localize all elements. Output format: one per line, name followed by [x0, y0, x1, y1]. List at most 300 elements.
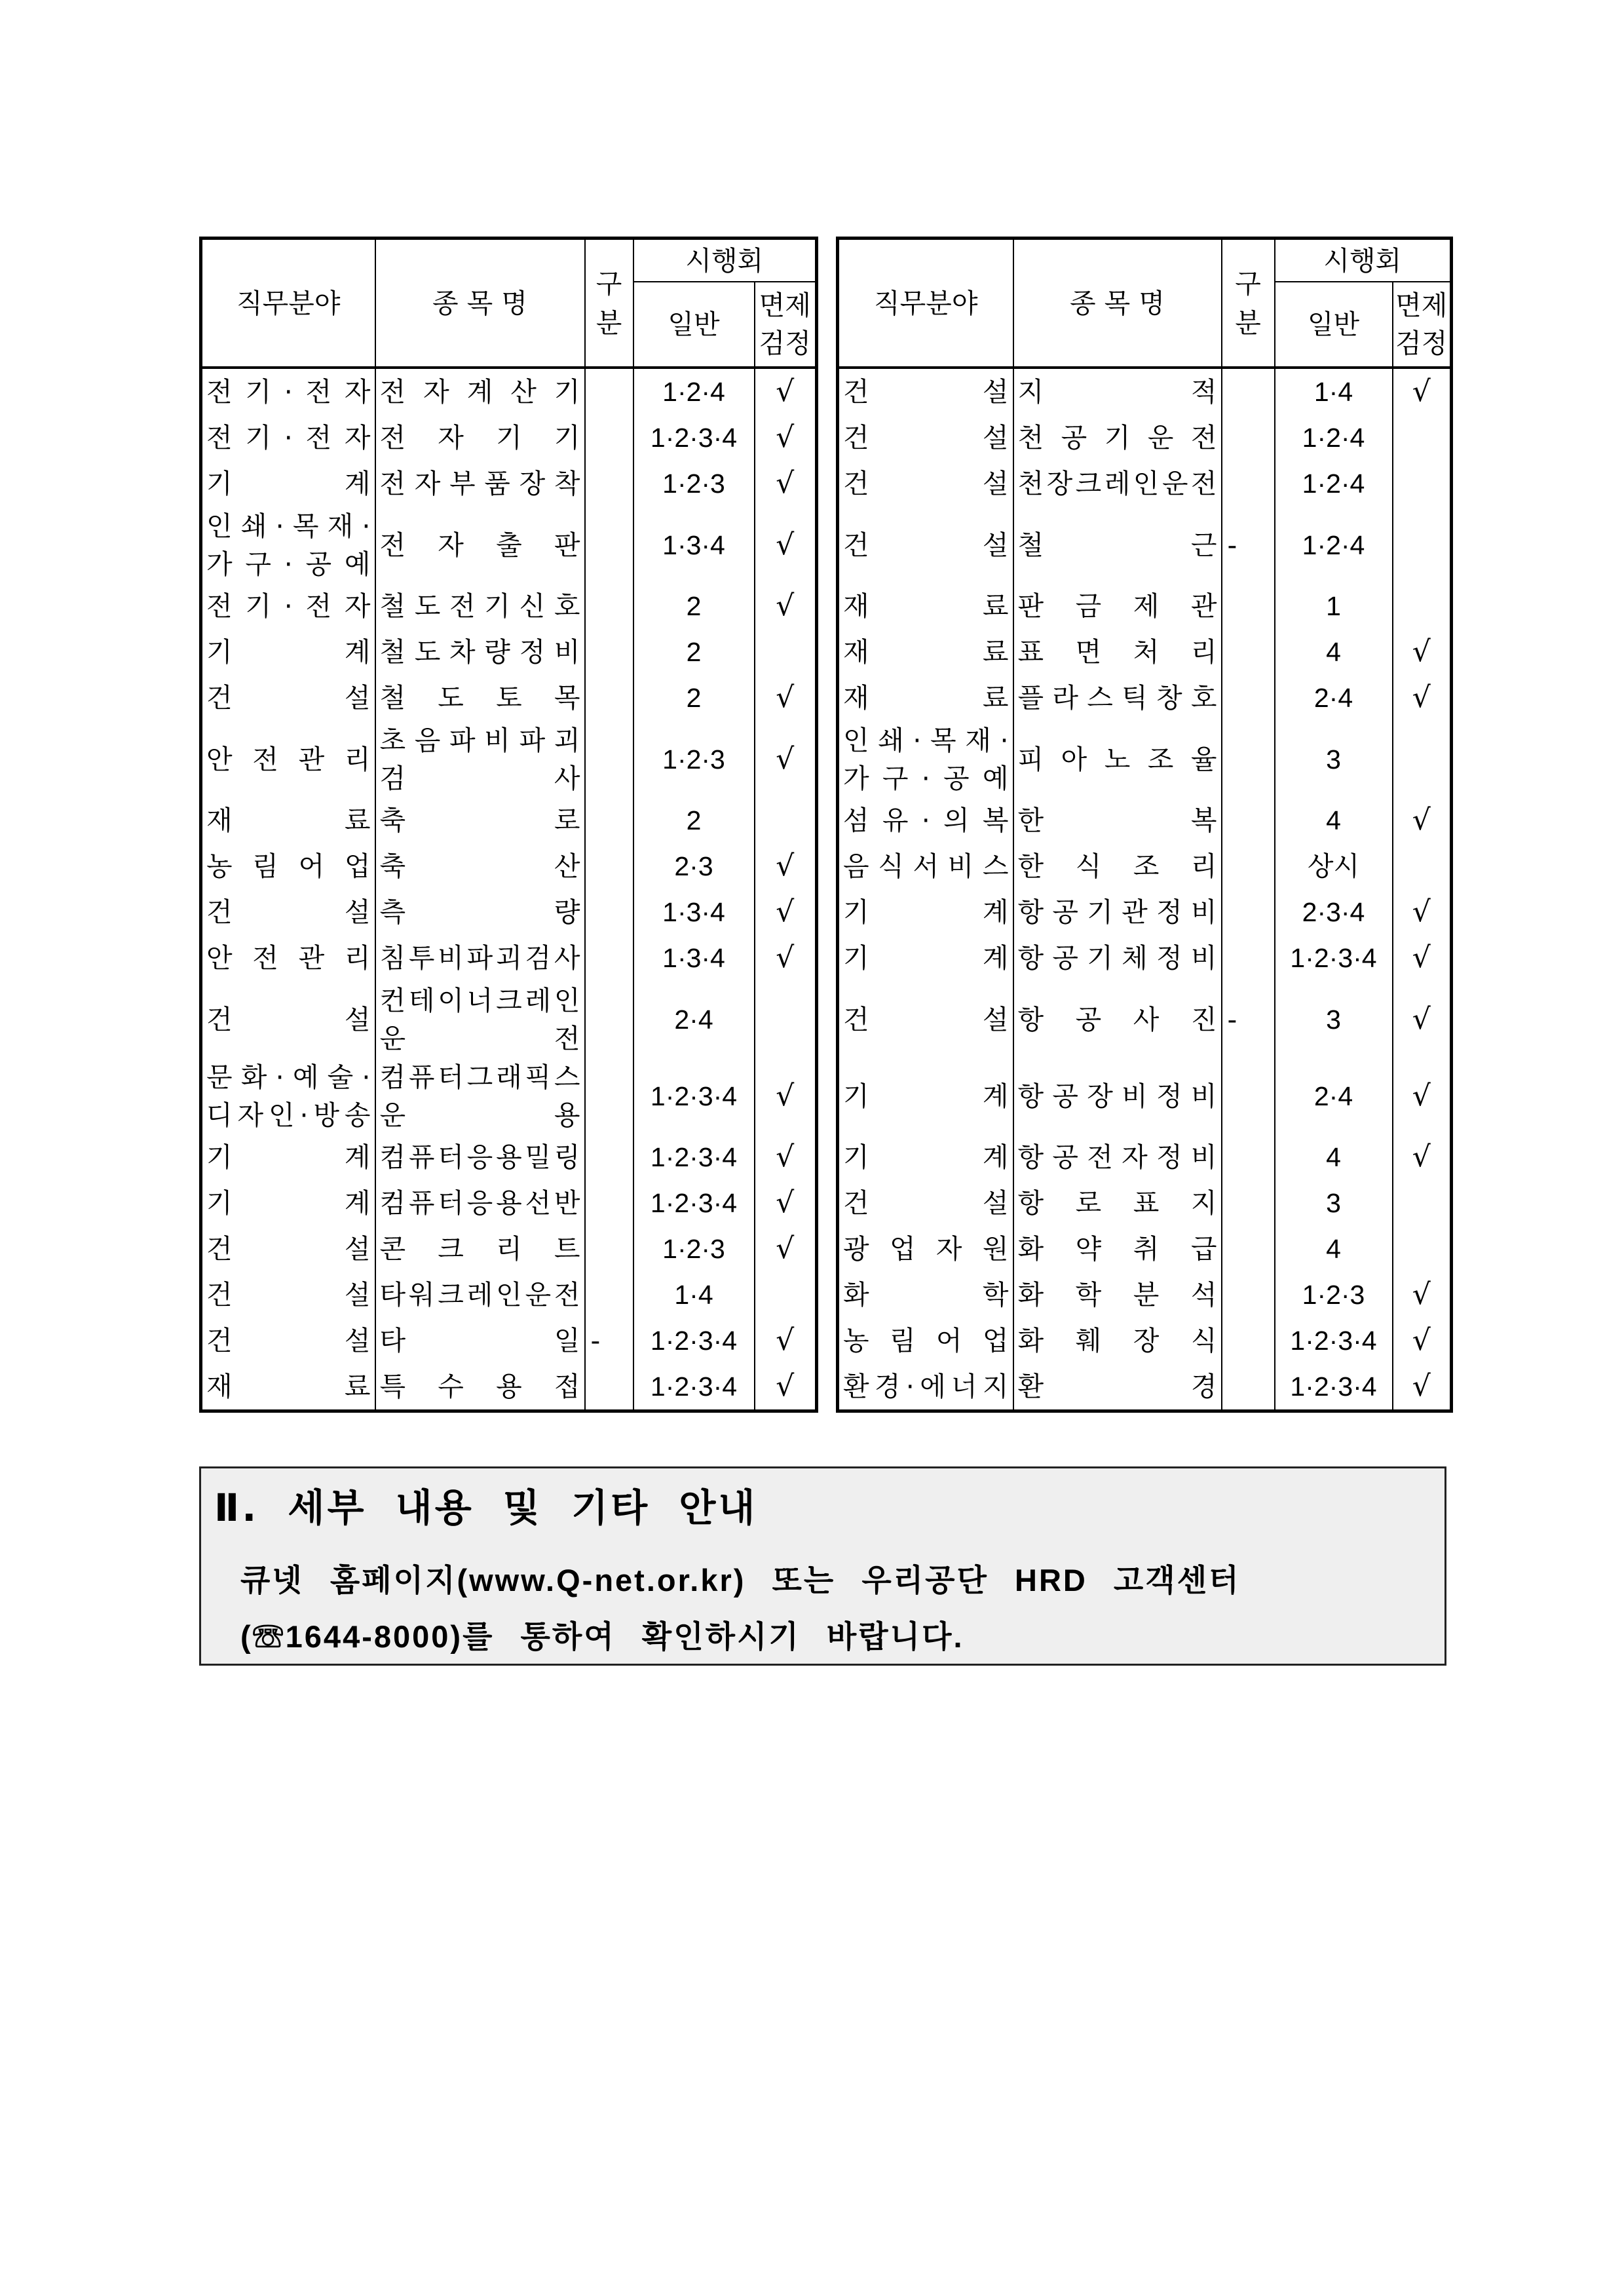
- item-name-line: [376, 939, 584, 977]
- exempt-check-cell: [755, 797, 817, 843]
- glyph: 금: [1075, 590, 1102, 622]
- item-name-cell: [375, 629, 585, 675]
- exempt-check-cell: [755, 981, 817, 1058]
- item-name-cell: [1013, 507, 1222, 583]
- glyph: 관: [1122, 896, 1148, 928]
- job-field-line: [202, 465, 375, 503]
- glyph: 비: [947, 851, 974, 882]
- table-row: [201, 1180, 817, 1226]
- glyph: 예: [982, 762, 1009, 794]
- glyph: 목: [930, 724, 956, 756]
- job-field-line: [839, 1276, 1013, 1314]
- glyph: 복: [982, 805, 1009, 836]
- job-field-cell: [838, 889, 1013, 935]
- item-name-line: [376, 679, 584, 717]
- general-schedule-cell: 2·4: [633, 981, 755, 1058]
- type-cell: [585, 1180, 633, 1226]
- table-row: [201, 675, 817, 721]
- job-field-line: [202, 847, 375, 885]
- glyph: 한: [1017, 851, 1044, 882]
- glyph: 에: [920, 1371, 946, 1402]
- glyph: 파: [466, 942, 493, 974]
- item-name-line: [376, 1322, 584, 1360]
- job-field-cell: [201, 415, 375, 461]
- glyph: 목: [292, 510, 319, 542]
- job-field-line: [202, 507, 375, 545]
- glyph: 천: [1017, 468, 1044, 499]
- item-name-cell: [1013, 368, 1222, 415]
- item-name-line: [376, 801, 584, 839]
- type-cell: [585, 507, 633, 583]
- item-name-cell: [375, 1226, 585, 1272]
- exempt-check-cell: √: [1393, 889, 1452, 935]
- glyph: 전: [379, 422, 406, 453]
- glyph: ·: [362, 1061, 371, 1093]
- glyph: 공: [1052, 1080, 1078, 1112]
- glyph: 가: [843, 762, 869, 794]
- glyph: 비: [1190, 896, 1217, 928]
- table-row: [201, 1134, 817, 1180]
- job-field-cell: [201, 1364, 375, 1411]
- job-field-line: [839, 939, 1013, 977]
- general-schedule-cell: 3: [1275, 1180, 1393, 1226]
- glyph: 터: [438, 1141, 464, 1173]
- glyph: 특: [379, 1371, 406, 1402]
- table-row: [838, 797, 1452, 843]
- job-field-line: [839, 893, 1013, 931]
- glyph: 호: [554, 590, 580, 622]
- glyph: 계: [344, 636, 371, 668]
- table-row: [838, 1180, 1452, 1226]
- glyph: ·: [921, 762, 930, 794]
- notice-box: [199, 1466, 1446, 1666]
- exempt-check-cell: √: [1393, 629, 1452, 675]
- glyph: 크: [496, 984, 522, 1016]
- job-field-line: [202, 740, 375, 778]
- item-name-line: [1014, 801, 1221, 839]
- glyph: 기: [1104, 422, 1131, 453]
- exempt-check-cell: [1393, 1226, 1452, 1272]
- glyph: 료: [344, 805, 371, 836]
- table-body: [838, 368, 1452, 1411]
- exempt-check-cell: √: [755, 935, 817, 981]
- general-schedule-cell: 2: [633, 629, 755, 675]
- glyph: 계: [982, 942, 1009, 974]
- general-schedule-cell: 2: [633, 675, 755, 721]
- job-field-cell: [201, 1058, 375, 1134]
- type-header: [585, 239, 633, 368]
- glyph: 라: [1052, 682, 1078, 714]
- general-schedule-cell: 3: [1275, 721, 1393, 797]
- item-name-cell: [1013, 843, 1222, 889]
- exempt-check-cell: [1393, 583, 1452, 629]
- glyph: 부: [449, 468, 476, 499]
- glyph: 자: [438, 529, 464, 561]
- glyph: 업: [982, 1325, 1009, 1356]
- item-name-header: 종 목 명: [375, 239, 585, 368]
- glyph: ·: [284, 376, 293, 408]
- glyph: 컴: [379, 1141, 406, 1173]
- type-cell: [1222, 1364, 1275, 1411]
- glyph: 전: [449, 590, 476, 622]
- schedule-header: 시행회: [1275, 239, 1452, 282]
- glyph: 재: [965, 724, 991, 756]
- glyph: ·: [299, 1099, 309, 1131]
- job-field-line: [202, 1230, 375, 1268]
- job-field-line: [839, 847, 1013, 885]
- glyph: 전: [305, 422, 332, 453]
- glyph: 어: [298, 851, 325, 882]
- type-cell: [1222, 889, 1275, 935]
- table-row: [838, 1318, 1452, 1364]
- table-row: [838, 889, 1452, 935]
- exempt-check-cell: √: [1393, 1318, 1452, 1364]
- type-cell: [1222, 721, 1275, 797]
- exempt-check-cell: √: [1393, 935, 1452, 981]
- table-row: [201, 1226, 817, 1272]
- type-cell: [1222, 843, 1275, 889]
- glyph: 전: [379, 529, 406, 561]
- type-header: [1222, 239, 1275, 368]
- exempt-check-cell: [1393, 843, 1452, 889]
- glyph: 계: [344, 468, 371, 499]
- exempt-header-line: 검정: [1395, 328, 1448, 359]
- glyph: 료: [982, 682, 1009, 714]
- general-schedule-cell: 1·2·4: [1275, 415, 1393, 461]
- job-field-header: 직무분야: [201, 239, 375, 368]
- glyph: 창: [1156, 682, 1182, 714]
- glyph: 건: [843, 468, 869, 499]
- glyph: 자: [237, 1099, 264, 1131]
- glyph: 환: [843, 1371, 869, 1402]
- glyph: 공: [1075, 1003, 1102, 1035]
- item-name-line: [376, 1230, 584, 1268]
- job-field-cell: [838, 675, 1013, 721]
- job-field-cell: [838, 797, 1013, 843]
- glyph: 아: [1061, 743, 1087, 775]
- item-name-line: [376, 847, 584, 885]
- item-name-line: [376, 982, 584, 1020]
- exempt-check-cell: √: [755, 1058, 817, 1134]
- item-name-cell: [1013, 583, 1222, 629]
- glyph: 판: [554, 529, 580, 561]
- glyph: 사: [554, 762, 580, 794]
- type-cell: [585, 1364, 633, 1411]
- item-name-cell: [375, 797, 585, 843]
- glyph: 지: [1017, 376, 1044, 408]
- type-cell: [1222, 1318, 1275, 1364]
- exempt-check-cell: [1393, 461, 1452, 507]
- job-field-line: [839, 1138, 1013, 1176]
- glyph: 환: [1017, 1371, 1044, 1402]
- general-schedule-cell: 1·2·3: [633, 721, 755, 797]
- glyph: 근: [1190, 529, 1217, 561]
- glyph: 쇄: [240, 510, 267, 542]
- type-cell: -: [1222, 981, 1275, 1058]
- glyph: 진: [1190, 1003, 1217, 1035]
- type-cell: [1222, 461, 1275, 507]
- glyph: 건: [206, 1325, 233, 1356]
- item-name-cell: [1013, 1318, 1222, 1364]
- glyph: 재: [843, 590, 869, 622]
- glyph: 계: [344, 1141, 371, 1173]
- table-row: [201, 583, 817, 629]
- glyph: 투: [408, 942, 435, 974]
- job-field-cell: [201, 1272, 375, 1318]
- glyph: 량: [484, 636, 510, 668]
- job-field-cell: [201, 981, 375, 1058]
- type-cell: [585, 415, 633, 461]
- glyph: 도: [414, 636, 441, 668]
- glyph: 복: [1190, 805, 1217, 836]
- item-name-line: [1014, 587, 1221, 625]
- job-field-line: [839, 679, 1013, 717]
- glyph: 리: [1190, 851, 1217, 882]
- job-field-cell: [201, 935, 375, 981]
- glyph: 축: [379, 851, 406, 882]
- glyph: 건: [206, 896, 233, 928]
- glyph: 구: [245, 548, 271, 580]
- glyph: 이: [438, 984, 464, 1016]
- glyph: 장: [519, 468, 546, 499]
- glyph: 공: [1052, 942, 1078, 974]
- job-field-cell: [201, 583, 375, 629]
- glyph: 산: [554, 851, 580, 882]
- item-name-line: [376, 1020, 584, 1058]
- glyph: 레: [466, 1279, 493, 1311]
- general-schedule-cell: 1·2·4: [1275, 507, 1393, 583]
- type-cell: [1222, 1180, 1275, 1226]
- glyph: 문: [206, 1061, 233, 1093]
- glyph: 설: [982, 1187, 1009, 1219]
- item-name-cell: [375, 1058, 585, 1134]
- type-cell: [585, 1058, 633, 1134]
- table-row: [201, 935, 817, 981]
- table-row: [838, 935, 1452, 981]
- glyph: 표: [1133, 1187, 1160, 1219]
- glyph: 테: [408, 984, 435, 1016]
- glyph: 컴: [379, 1061, 406, 1093]
- item-name-line: [1014, 465, 1221, 503]
- item-name-line: [1014, 633, 1221, 671]
- glyph: 계: [982, 1141, 1009, 1173]
- notice-title: Ⅱ. 세부 내용 및 기타 안내: [214, 1485, 758, 1530]
- glyph: 인: [268, 1099, 295, 1131]
- glyph: 검: [379, 762, 406, 794]
- general-schedule-cell: 1·2·3·4: [1275, 1318, 1393, 1364]
- job-field-cell: [201, 889, 375, 935]
- glyph: 설: [344, 1325, 371, 1356]
- item-name-cell: [375, 1134, 585, 1180]
- glyph: 파: [519, 724, 546, 756]
- glyph: 토: [496, 682, 522, 714]
- exempt-check-cell: [755, 629, 817, 675]
- glyph: 전: [206, 422, 233, 453]
- glyph: 설: [344, 682, 371, 714]
- glyph: 학: [1075, 1279, 1102, 1311]
- glyph: 컨: [379, 984, 406, 1016]
- glyph: 퓨: [408, 1141, 435, 1173]
- header-row: [201, 239, 817, 282]
- general-schedule-cell: 1·2·3: [633, 461, 755, 507]
- item-name-line: [1014, 1230, 1221, 1268]
- glyph: 레: [1104, 468, 1131, 499]
- glyph: 예: [344, 548, 371, 580]
- glyph: 술: [327, 1061, 354, 1093]
- type-cell: [1222, 1226, 1275, 1272]
- glyph: 정: [1156, 942, 1182, 974]
- glyph: 설: [982, 468, 1009, 499]
- glyph: 학: [982, 1279, 1009, 1311]
- item-name-line: [376, 893, 584, 931]
- item-name-line: [1014, 419, 1221, 457]
- table-row: [201, 1364, 817, 1411]
- item-name-line: [1014, 1322, 1221, 1360]
- job-field-cell: [838, 981, 1013, 1058]
- glyph: 설: [982, 376, 1009, 408]
- glyph: 호: [1190, 682, 1217, 714]
- general-schedule-cell: 1·4: [633, 1272, 755, 1318]
- glyph: 운: [1161, 468, 1188, 499]
- glyph: 원: [982, 1233, 1009, 1265]
- table-row: [201, 368, 817, 415]
- job-field-cell: [838, 843, 1013, 889]
- glyph: 레: [525, 984, 552, 1016]
- glyph: ·: [913, 724, 922, 756]
- general-schedule-cell: 1·3·4: [633, 507, 755, 583]
- table-row: [838, 1058, 1452, 1134]
- item-name-cell: [1013, 935, 1222, 981]
- glyph: 공: [305, 548, 332, 580]
- job-field-cell: [201, 843, 375, 889]
- glyph: 면: [1075, 636, 1102, 668]
- exempt-check-cell: √: [755, 583, 817, 629]
- job-field-line: [202, 1184, 375, 1222]
- exempt-check-cell: [1393, 1180, 1452, 1226]
- job-field-line: [202, 545, 375, 583]
- general-header: 일반: [633, 282, 755, 368]
- general-schedule-cell: 1·2·3·4: [633, 1058, 755, 1134]
- item-name-cell: [1013, 415, 1222, 461]
- glyph: 도: [414, 590, 441, 622]
- exam-schedule-table-right: [836, 237, 1453, 1413]
- glyph: 경: [1190, 1371, 1217, 1402]
- item-name-cell: [375, 675, 585, 721]
- job-field-cell: [201, 675, 375, 721]
- table-body: [201, 368, 817, 1411]
- item-name-line: [1014, 847, 1221, 885]
- exempt-check-cell: [755, 1272, 817, 1318]
- type-cell: [585, 843, 633, 889]
- glyph: 터: [438, 1061, 464, 1093]
- glyph: 식: [1190, 1325, 1217, 1356]
- table-row: [201, 1058, 817, 1134]
- glyph: 인: [554, 984, 580, 1016]
- exempt-check-cell: √: [1393, 1272, 1452, 1318]
- item-name-line: [376, 587, 584, 625]
- general-schedule-cell: 1·2·3·4: [633, 415, 755, 461]
- exempt-check-cell: √: [755, 889, 817, 935]
- table-row: [838, 1134, 1452, 1180]
- glyph: 어: [935, 1325, 962, 1356]
- item-name-cell: [1013, 1364, 1222, 1411]
- glyph: 건: [843, 529, 869, 561]
- glyph: 의: [943, 805, 970, 836]
- glyph: 전: [1190, 422, 1217, 453]
- job-field-cell: [838, 1226, 1013, 1272]
- job-field-line: [202, 679, 375, 717]
- glyph: 인: [496, 1279, 522, 1311]
- glyph: 도: [438, 682, 464, 714]
- general-schedule-cell: 상시: [1275, 843, 1393, 889]
- table-row: [838, 721, 1452, 797]
- glyph: 품: [484, 468, 510, 499]
- item-name-line: [376, 759, 584, 797]
- type-header-label: 구분: [1235, 267, 1261, 339]
- table-row: [838, 1272, 1452, 1318]
- glyph: 전: [379, 468, 406, 499]
- glyph: 관: [298, 942, 325, 974]
- general-schedule-cell: 4: [1275, 629, 1393, 675]
- glyph: 비: [554, 636, 580, 668]
- glyph: 너: [466, 984, 493, 1016]
- exempt-check-cell: √: [755, 675, 817, 721]
- general-schedule-cell: 2·4: [1275, 675, 1393, 721]
- job-field-cell: [838, 935, 1013, 981]
- glyph: 표: [1017, 636, 1044, 668]
- glyph: 기: [245, 422, 271, 453]
- type-cell: [585, 1272, 633, 1318]
- job-field-cell: [201, 368, 375, 415]
- glyph: 항: [1017, 1003, 1044, 1035]
- item-name-line: [1014, 1184, 1221, 1222]
- job-field-cell: [201, 797, 375, 843]
- item-name-cell: [375, 415, 585, 461]
- job-field-cell: [201, 629, 375, 675]
- glyph: 취: [1133, 1233, 1160, 1265]
- table-row: [838, 507, 1452, 583]
- glyph: 사: [1133, 1003, 1160, 1035]
- glyph: 설: [344, 1233, 371, 1265]
- item-name-cell: [375, 721, 585, 797]
- glyph: 전: [305, 590, 332, 622]
- exempt-check-cell: √: [1393, 1058, 1452, 1134]
- glyph: ·: [905, 1371, 915, 1402]
- type-cell: [585, 935, 633, 981]
- exempt-check-cell: √: [1393, 797, 1452, 843]
- glyph: 설: [344, 1003, 371, 1035]
- glyph: 스: [982, 851, 1009, 882]
- exempt-check-cell: √: [755, 721, 817, 797]
- type-cell: -: [585, 1318, 633, 1364]
- type-cell: [1222, 415, 1275, 461]
- glyph: 응: [466, 1187, 493, 1219]
- glyph: 정: [1156, 1141, 1182, 1173]
- glyph: ·: [284, 590, 293, 622]
- item-name-cell: [375, 1180, 585, 1226]
- glyph: 전: [206, 590, 233, 622]
- glyph: 전: [305, 376, 332, 408]
- general-schedule-cell: 1·2·3·4: [1275, 1364, 1393, 1411]
- item-name-cell: [1013, 889, 1222, 935]
- exempt-check-cell: √: [755, 1180, 817, 1226]
- general-schedule-cell: 1·2·3·4: [633, 1364, 755, 1411]
- glyph: 재: [206, 1371, 233, 1402]
- exempt-check-cell: √: [755, 461, 817, 507]
- exempt-check-cell: √: [755, 1318, 817, 1364]
- notice-line: (☏1644-8000)를 통하여 확인하시기 바랍니다.: [240, 1619, 964, 1654]
- job-field-line: [839, 721, 1013, 759]
